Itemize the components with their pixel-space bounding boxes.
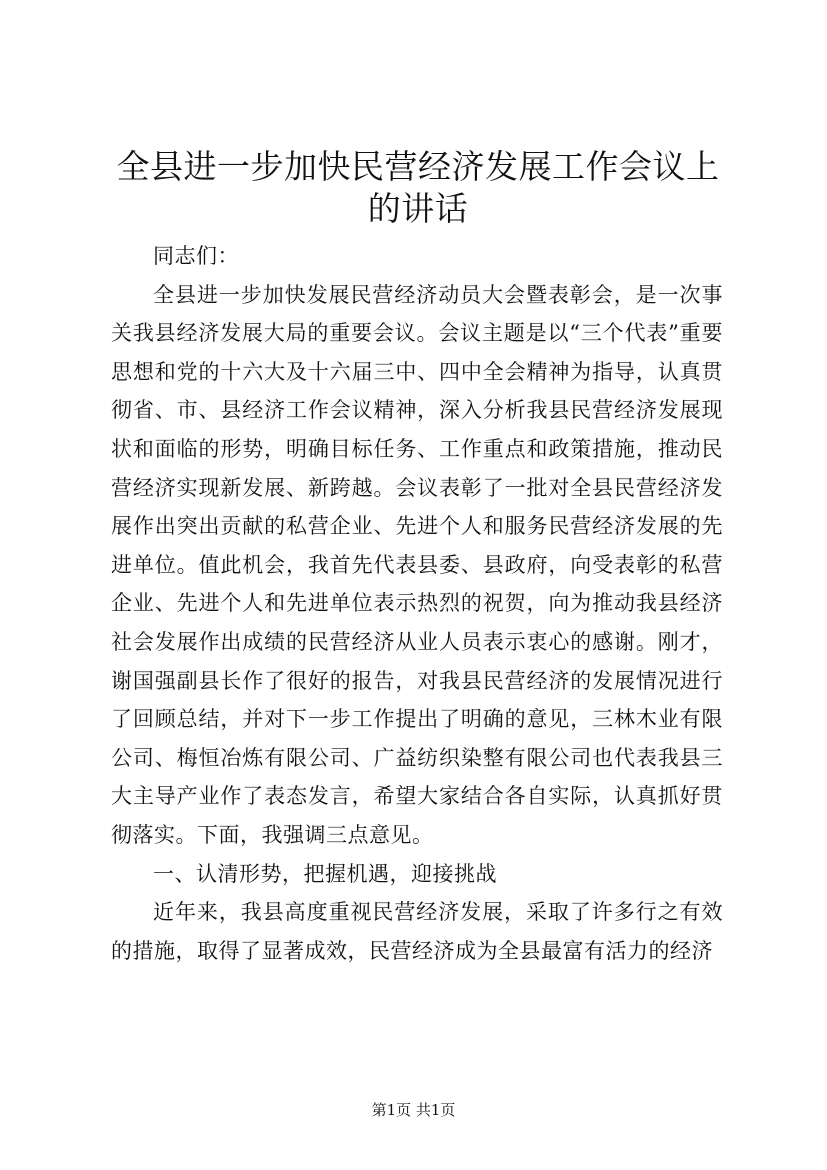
body-paragraph: 近年来，我县高度重视民营经济发展，采取了许多行之有效的措施，取得了显著成效，民营经济成为全县最富有活力的经济 — [111, 900, 723, 963]
page-footer: 第1页 共1页 — [371, 1101, 456, 1119]
section-heading: 一、认清形势，把握机遇，迎接挑战 — [153, 861, 497, 886]
body-paragraph: 全县进一步加快发展民营经济动员大会暨表彰会，是一次事关我县经济发展大局的重要会议。会议主题是以“三个代表”重要思想和党的十六大及十六届三中、四中全会精神为指导，认真贯彻省、市、县经济工作会议精神，深入分析我县民营经济发展现状和面临的形势，明确目标任务、工作重点和政策措施，推动民营经济实现新发展、新跨越。会议表彰了一批对全县民营经济发展作出突出贡献的私营企业、先进个人和服务民营经济发展的先进单位。值此机会，我首先代表县委、县政府，向受表彰的私营企业、先进个人和先进单位表示热烈的祝贺，向为推动我县经济社会发展作出成绩的民营经济从业人员表示衷心的感谢。刚才，谢国强副县长作了很好的报告，对我县民营经济的发展情况进行了回顾总结，并对下一步工作提出了明确的意见，三林木业有限公司、梅恒冶炼有限公司、广益纺织染整有限公司也代表我县三大主导产业作了表态发言，希望大家结合各自实际，认真抓好贯彻落实。下面，我强调三点意见。 — [111, 282, 723, 847]
salutation: 同志们： — [153, 244, 239, 268]
document-title: 全县进一步加快民营经济发展工作会议上的讲话 — [116, 147, 720, 228]
document-body — [111, 237, 723, 970]
